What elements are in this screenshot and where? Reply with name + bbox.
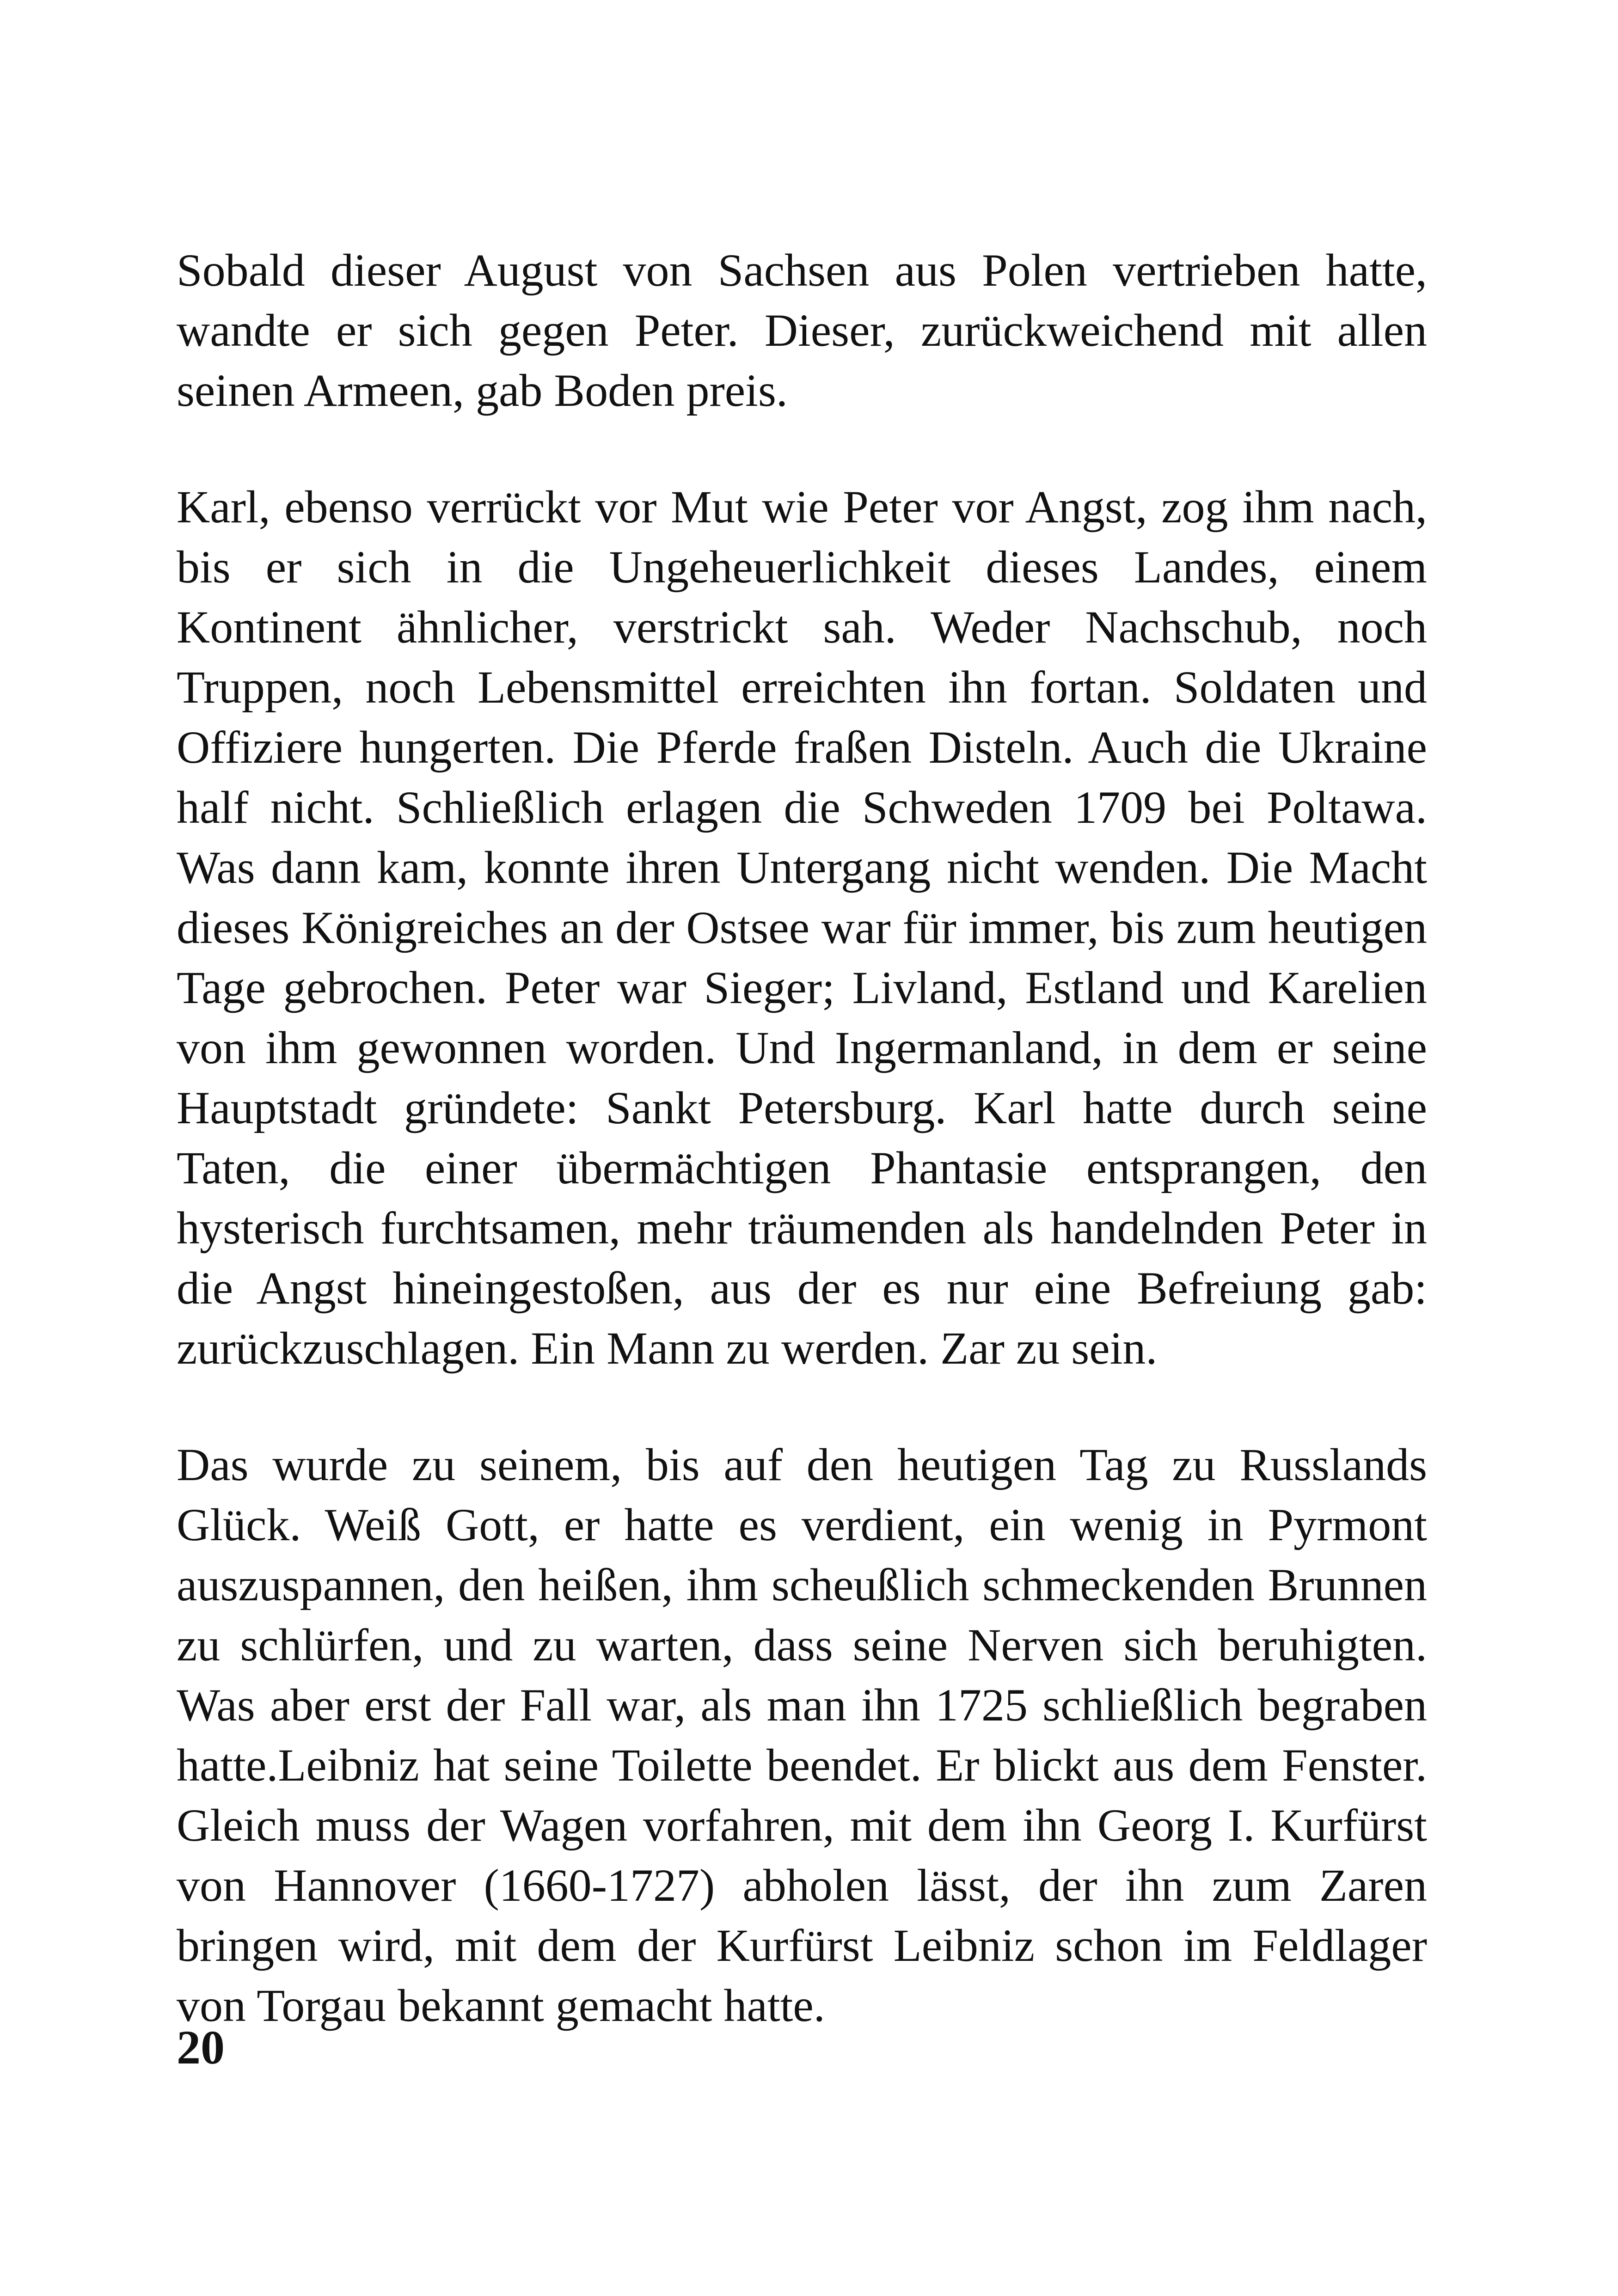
paragraph-1: Sobald dieser August von Sachsen aus Polen vertrieben hatte, wandte er sich gegen Peter. Dieser, zurückweichend mit allen seinen Armeen, gab Boden preis. (177, 245, 1427, 416)
paragraph-3: Das wurde zu seinem, bis auf den heutigen Tag zu Russlands Glück. Weiß Gott, er hatte es verdient, ein wenig in Pyrmont auszuspannen, den heißen, ihm scheußlich schmeckenden Brunnen zu schlürfen, und zu warten, dass seine Nerven sich beruhigten. Was aber erst der Fall war, als man ihn 1725 schließlich begraben hatte.Leibniz hat seine Toilette beendet. Er blickt aus dem Fenster. Gleich muss der Wagen vorfahren, mit dem ihn Georg I. Kurfürst von Hannover (1660-1727) abholen lässt, der ihn zum Zaren bringen wird, mit dem der Kurfürst Leibniz schon im Feldlager von Torgau bekannt gemacht hatte. (177, 1439, 1427, 2031)
page-number: 20 (177, 2021, 225, 2074)
paragraph-2: Karl, ebenso verrückt vor Mut wie Peter vor Angst, zog ihm nach, bis er sich in die Ungeheuerlichkeit dieses Landes, einem Kontinent ähnlicher, verstrickt sah. Weder Nachschub, noch Truppen, noch Lebensmittel erreichten ihn fortan. Soldaten und Offiziere hungerten. Die Pferde fraßen Disteln. Auch die Ukraine half nicht. Schließlich erlagen die Schweden 1709 bei Poltawa. Was dann kam, konnte ihren Untergang nicht wenden. Die Macht dieses Königreiches an der Ostsee war für immer, bis zum heutigen Tage gebrochen. Peter war Sieger; Livland, Estland und Karelien von ihm gewonnen worden. Und Ingermanland, in dem er seine Hauptstadt gründete: Sankt Petersburg. Karl hatte durch seine Taten, die einer übermächtigen Phantasie entsprangen, den hysterisch furchtsamen, mehr träumenden als handelnden Peter in die Angst hineingestoßen, aus der es nur eine Befreiung gab: zurückzuschlagen. Ein Mann zu werden. Zar zu sein. (177, 481, 1427, 1374)
body-text (177, 240, 1427, 2036)
